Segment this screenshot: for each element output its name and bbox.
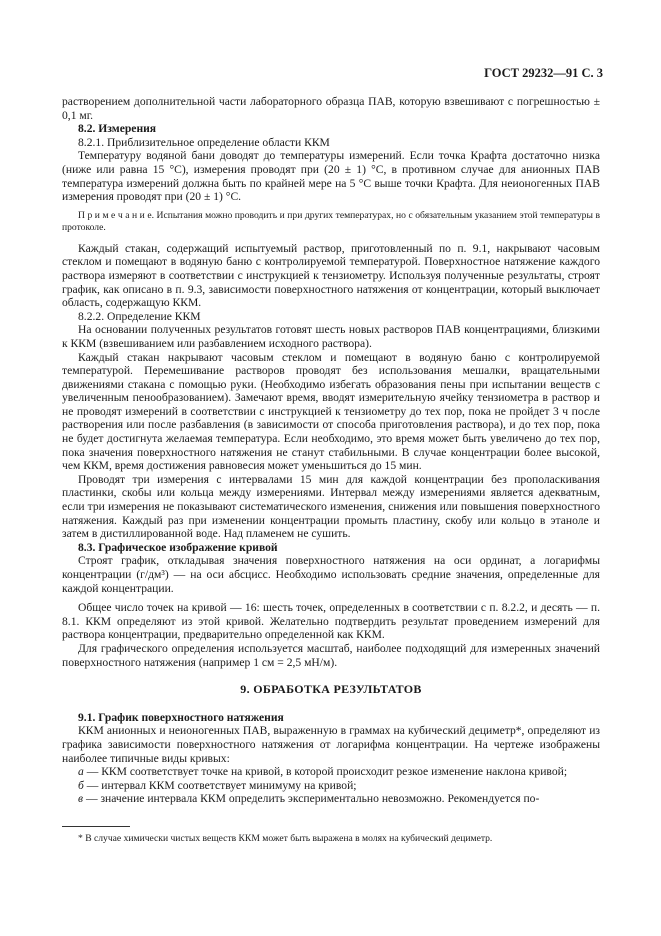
paragraph: На основании полученных результатов готовят шесть новых растворов ПАВ концентрациями, близкими к ККМ (взвешиванием или разбавлением исходного раствора). (62, 323, 600, 350)
paragraph: Температуру водяной бани доводят до температуры измерений. Если точка Крафта достаточно низка (ниже или равна 15 °С), измерения проводят при (20 ± 1) °С, в противном случае для анионных ПАВ температура измерений должна быть по крайней мере на 5 °С выше точки Крафта. Для неионогенных ПАВ измерения проводят при (20 ± 1) °С. (62, 149, 600, 204)
page-header: ГОСТ 29232—91 С. 3 (484, 66, 603, 80)
note-text: Испытания можно проводить и при других температурах, но с обязательным указанием этой температуры в протоколе. (62, 209, 600, 233)
list-key: а (78, 765, 84, 779)
paragraph: Строят график, откладывая значения поверхностного натяжения на оси ординат, а логарифмы концентрации (г/дм³) — на оси абсцисс. Необходимо использовать средние значения, определенные для каждой концентрации. (62, 554, 600, 595)
list-text: — интервал ККМ соответствует минимуму на кривой; (83, 778, 357, 792)
list-key: в (78, 792, 84, 806)
list-item-a (62, 765, 600, 779)
subsection-heading-8-2-1: 8.2.1. Приблизительное определение области ККМ (78, 135, 330, 149)
paragraph: Каждый стакан накрывают часовым стеклом и помещают в водяную баню с контролируемой температурой. Перемешивание растворов проводят без использования мешалки, вращательными движениями стакана с помощью руки. (Необходимо избегать образования пены при испытании веществ с увеличенным пенообразованием). Замечают время, вводят измерительную ячейку тензиометра в раствор и не проводят измерений в соответствии с инструкцией к тензиометру до тех пор, пока не пройдет 3 ч после растворения или после разбавления (в зависимости от способа приготовления раствора), и до тех пор, пока не будет достигнута желаемая температура. Если необходимо, это время может быть увеличено до тех пор, пока значения поверхностного натяжения не станут стабильными. В случае концентрации более высокой, чем ККМ, время достижения равновесия может уменьшиться до 15 мин. (62, 350, 600, 473)
section-heading-8-3: 8.3. Графическое изображение кривой (78, 540, 278, 554)
list-key: б (78, 778, 84, 792)
document-body (62, 95, 600, 806)
paragraph: Проводят три измерения с интервалами 15 мин для каждой концентрации без прополаскивания пластинки, скобы или кольца между измерениями. Интервал между измерениями является адекватным, если три измерения не показывают систематического изменения, снижения или повышения поверхностного натяжения. Каждый раз при изменении концентрации промыть пластину, скобу или кольцо в этаноле и затем в дистиллированной воде. Над пламенем не сушить. (62, 472, 600, 541)
subsection-heading-8-2-2: 8.2.2. Определение ККМ (78, 309, 201, 323)
list-text: — значение интервала ККМ определить экспериментально невозможно. Рекомендуется по- (83, 792, 540, 806)
list-item-b (62, 779, 600, 793)
section-heading-8-2: 8.2. Измерения (78, 122, 157, 136)
paragraph: Каждый стакан, содержащий испытуемый раствор, приготовленный по п. 9.1, накрывают часовым стеклом и помещают в водяную баню с контролируемой температурой. Поверхностное натяжение каждого раствора измеряют в соответствии с инструкцией к тензиометру. Используя полученные результаты, строят график, как описано в п. 9.3, зависимости поверхностного натяжения от концентрации, который выключает область, содержащую ККМ. (62, 241, 600, 310)
paragraph: Общее число точек на кривой — 16: шесть точек, определенных в соответствии с п. 8.2.2, и десять — п. 8.1. ККМ определяют из этой кривой. Желательно подтвердить результат проведением измерений для раствора концентрации, предварительно определенной как ККМ. (62, 601, 600, 642)
list-item-v (62, 792, 600, 806)
section-title-9: 9. ОБРАБОТКА РЕЗУЛЬТАТОВ (240, 682, 422, 697)
paragraph: растворением дополнительной части лабораторного образца ПАВ, которую взвешивают с погрешностью ± 0,1 мг. (62, 95, 600, 122)
footnote: * В случае химически чистых веществ ККМ может быть выражена в молях на кубический дециметр. (78, 833, 493, 844)
footnote-divider (62, 826, 130, 827)
section-heading-9-1: 9.1. График поверхностного натяжения (78, 710, 284, 724)
list-text: — ККМ соответствует точке на кривой, в которой происходит резкое изменение наклона кривой; (83, 765, 568, 779)
paragraph: ККМ анионных и неионогенных ПАВ, выраженную в граммах на кубический дециметр*, определяют из графика зависимости поверхностного натяжения от логарифма концентрации. На чертеже изображены наиболее типичные виды кривых: (62, 724, 600, 765)
paragraph: Для графического определения используется масштаб, наиболее подходящий для измеренных значений поверхностного натяжения (например 1 см = 2,5 мН/м). (62, 641, 600, 669)
note (62, 210, 600, 234)
note-label: П р и м е ч а н и е. (78, 209, 154, 221)
